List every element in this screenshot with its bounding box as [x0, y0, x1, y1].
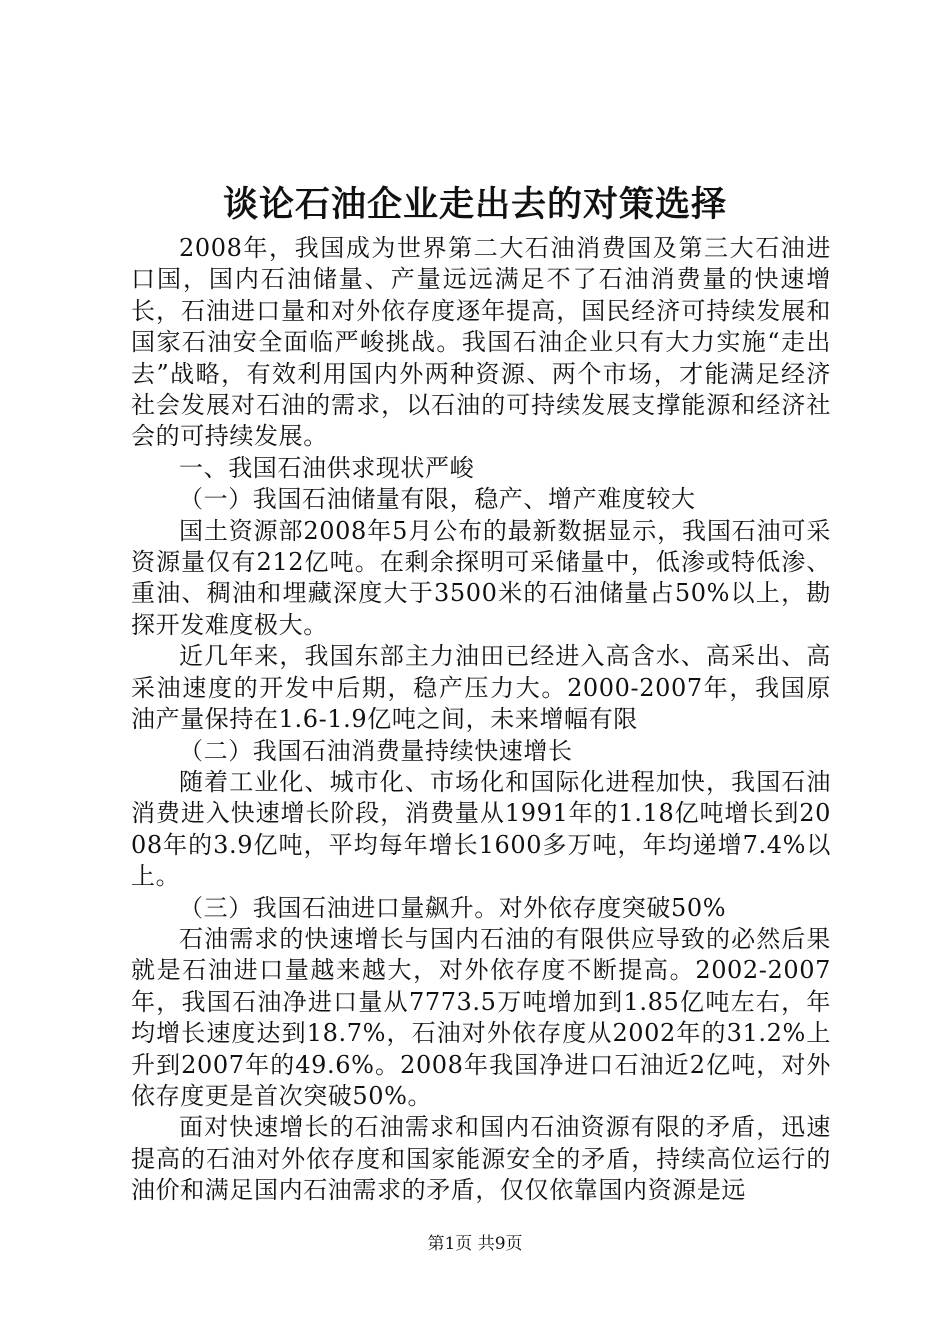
- paragraph-consumption: 随着工业化、城市化、市场化和国际化进程加快，我国石油消费进入快速增长阶段，消费量从1991年的1.18亿吨增长到2008年的3.9亿吨，平均每年增长1600多万吨，年均递增7.4%以上。: [131, 767, 831, 891]
- page-footer: 第1页 共9页: [427, 1234, 523, 1254]
- section-heading-1: 一、我国石油供求现状严峻: [179, 453, 475, 482]
- paragraph-imports: 石油需求的快速增长与国内石油的有限供应导致的必然后果就是石油进口量越来越大，对外依存度不断提高。2002-2007年，我国石油净进口量从7773.5万吨增加到1.85亿吨左右，年均增长速度达到18.7%，石油对外依存度从2002年的31.2%上升到2007年的49.6%。2008年我国净进口石油近2亿吨，对外依存度更是首次突破50%。: [131, 924, 831, 1110]
- subsection-heading-2: （二）我国石油消费量持续快速增长: [179, 736, 573, 765]
- paragraph-reserves: 国土资源部2008年5月公布的最新数据显示，我国石油可采资源量仅有212亿吨。在剩余探明可采储量中，低渗或特低渗、重油、稠油和埋藏深度大于3500米的石油储量占50%以上，勘探开发难度极大。: [131, 516, 831, 639]
- subsection-heading-3: （三）我国石油进口量飙升。对外依存度突破50%: [179, 893, 727, 922]
- paragraph-production: 近几年来，我国东部主力油田已经进入高含水、高采出、高采油速度的开发中后期，稳产压力大。2000-2007年，我国原油产量保持在1.6-1.9亿吨之间，未来增幅有限: [131, 642, 831, 734]
- paragraph-contradictions: 面对快速增长的石油需求和国内石油资源有限的矛盾，迅速提高的石油对外依存度和国家能源安全的矛盾，持续高位运行的油价和满足国内石油需求的矛盾，仅仅依靠国内资源是远: [131, 1113, 831, 1205]
- paragraph-intro: 2008年，我国成为世界第二大石油消费国及第三大石油进口国，国内石油储量、产量远远满足不了石油消费量的快速增长，石油进口量和对外依存度逐年提高，国民经济可持续发展和国家石油安全面临严峻挑战。我国石油企业只有大力实施“走出去”战略，有效利用国内外两种资源、两个市场，才能满足经济社会发展对石油的需求，以石油的可持续发展支撑能源和经济社会的可持续发展。: [131, 234, 831, 451]
- document-body: [131, 233, 831, 1207]
- subsection-heading-1: （一）我国石油储量有限，稳产、增产难度较大: [179, 485, 696, 514]
- document-title: 谈论石油企业走出去的对策选择: [222, 184, 727, 225]
